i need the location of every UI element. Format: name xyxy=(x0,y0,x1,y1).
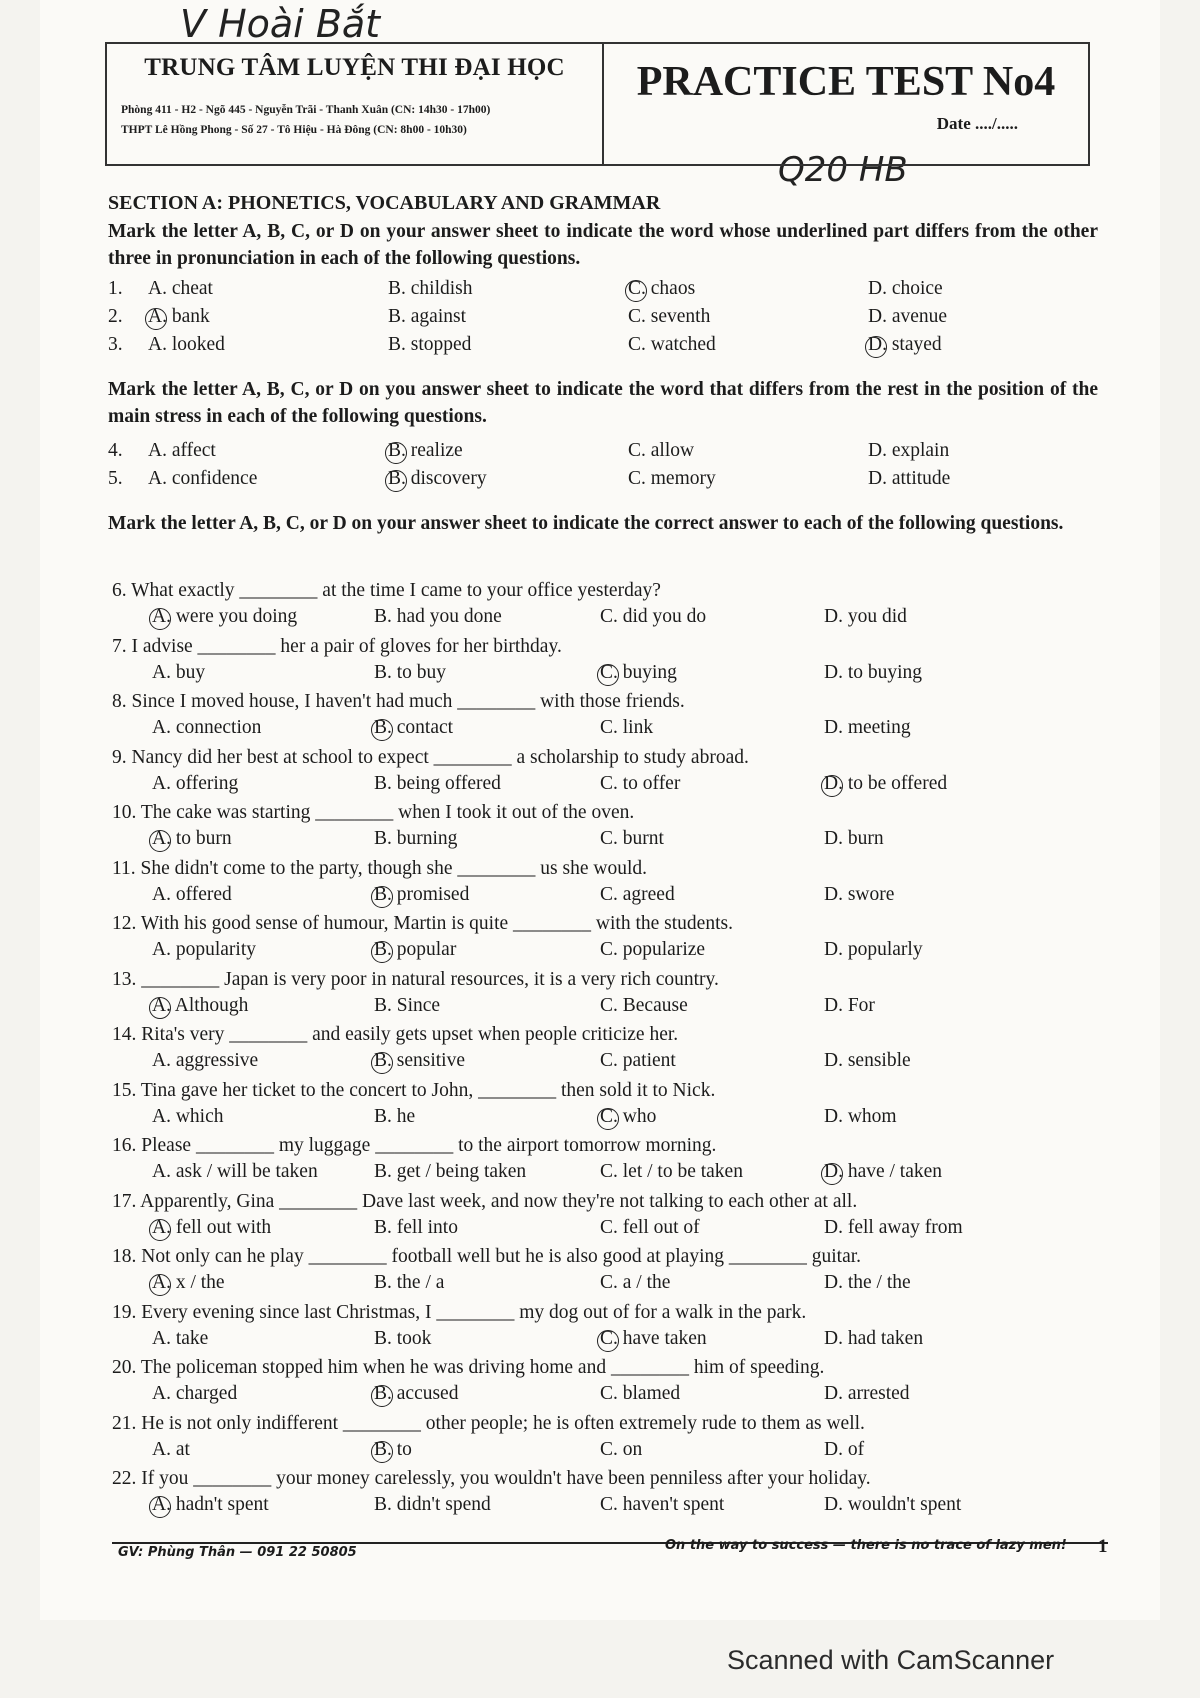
option-b: B. accused xyxy=(374,1383,458,1405)
option-c: C. burnt xyxy=(600,828,664,849)
option-b: B. childish xyxy=(388,278,473,299)
handwritten-name: V Hoài Bắt xyxy=(180,2,381,46)
section-title: SECTION A: PHONETICS, VOCABULARY AND GRAMMAR xyxy=(108,192,661,214)
option-b: B. being offered xyxy=(374,773,501,794)
option-b: B. took xyxy=(374,1328,432,1349)
options-row xyxy=(112,1272,1112,1298)
question-stem: 7. I advise ________ her a pair of gloves for her birthday. xyxy=(112,636,562,657)
option-b: B. sensitive xyxy=(374,1050,465,1072)
option-b: B. promised xyxy=(374,884,469,906)
options-row xyxy=(112,1439,1112,1465)
option-a: A. to burn xyxy=(152,828,232,850)
answer-circle xyxy=(821,1163,843,1185)
option-d: D. had taken xyxy=(824,1328,924,1349)
option-c: C. popularize xyxy=(600,939,706,960)
option-b: B. didn't spend xyxy=(374,1494,491,1515)
option-a: A. connection xyxy=(152,717,262,738)
options-row xyxy=(112,717,1112,743)
option-a: A. ask / will be taken xyxy=(152,1161,318,1182)
option-a: A. aggressive xyxy=(152,1050,259,1071)
options-row xyxy=(112,606,1112,632)
question-stem: 6. What exactly ________ at the time I came to your office yesterday? xyxy=(112,580,661,601)
answer-circle xyxy=(385,470,407,492)
answer-circle xyxy=(149,830,171,852)
question-row xyxy=(108,306,1108,332)
option-b: B. fell into xyxy=(374,1217,458,1238)
option-c: C. to offer xyxy=(600,773,681,794)
option-c: C. allow xyxy=(628,440,695,461)
options-row xyxy=(112,773,1112,799)
option-c: C. patient xyxy=(600,1050,676,1071)
option-a: A. offering xyxy=(152,773,239,794)
option-d: D. stayed xyxy=(868,334,942,356)
option-a: A. offered xyxy=(152,884,232,905)
option-a: A. looked xyxy=(148,334,225,355)
question-stem: 12. With his good sense of humour, Martin is quite ________ with the students. xyxy=(112,913,733,934)
option-c: C. Because xyxy=(600,995,688,1016)
answer-circle xyxy=(597,1330,619,1352)
answer-circle xyxy=(625,280,647,302)
options-row xyxy=(112,1383,1112,1409)
option-d: D. choice xyxy=(868,278,943,299)
option-a: A. affect xyxy=(148,440,216,461)
page-number: 1 xyxy=(1098,1536,1108,1557)
option-d: D. to buying xyxy=(824,662,923,683)
option-c: C. agreed xyxy=(600,884,675,905)
option-d: D. explain xyxy=(868,440,950,461)
options-row xyxy=(112,884,1112,910)
question-row xyxy=(108,468,1108,494)
option-a: A. confidence xyxy=(148,468,258,489)
option-c: C. link xyxy=(600,717,654,738)
options-row xyxy=(112,1161,1112,1187)
question-stem: 14. Rita's very ________ and easily gets upset when people criticize her. xyxy=(112,1024,679,1045)
answer-circle xyxy=(371,1441,393,1463)
option-d: D. meeting xyxy=(824,717,911,738)
question-stem: 11. She didn't come to the party, though she ________ us she would. xyxy=(112,858,648,879)
option-d: D. fell away from xyxy=(824,1217,963,1238)
option-d: D. avenue xyxy=(868,306,948,327)
option-d: D. For xyxy=(824,995,875,1016)
option-a: A. Although xyxy=(152,995,248,1017)
option-a: A. fell out with xyxy=(152,1217,271,1239)
option-a: A. x / the xyxy=(152,1272,225,1294)
teacher-contact: GV: Phùng Thân — 091 22 50805 xyxy=(118,1545,357,1560)
option-c: C. watched xyxy=(628,334,716,355)
option-b: B. had you done xyxy=(374,606,502,627)
answer-circle xyxy=(149,1219,171,1241)
question-number: 1. xyxy=(108,278,123,299)
question-stem: 18. Not only can he play ________ football well but he is also good at playing ________ guitar. xyxy=(112,1246,862,1267)
options-row xyxy=(112,1217,1112,1243)
date-field: Date ..../..... xyxy=(936,114,1018,133)
option-d: D. attitude xyxy=(868,468,951,489)
question-stem: 8. Since I moved house, I haven't had much ________ with those friends. xyxy=(112,691,685,712)
option-c: C. have taken xyxy=(600,1328,707,1350)
option-c: C. haven't spent xyxy=(600,1494,725,1515)
options-row xyxy=(112,1106,1112,1132)
option-b: B. stopped xyxy=(388,334,472,355)
question-stem: 21. He is not only indifferent ________ other people; he is often extremely rude to them as well. xyxy=(112,1413,865,1434)
question-stem: 22. If you ________ your money carelessly, you wouldn't have been penniless after your holiday. xyxy=(112,1468,871,1489)
option-b: B. to xyxy=(374,1439,412,1461)
option-b: B. contact xyxy=(374,717,453,739)
option-a: A. buy xyxy=(152,662,206,683)
answer-circle xyxy=(597,1108,619,1130)
option-d: D. sensible xyxy=(824,1050,911,1071)
option-d: D. burn xyxy=(824,828,884,849)
option-b: B. he xyxy=(374,1106,416,1127)
question-stem: 17. Apparently, Gina ________ Dave last week, and now they're not talking to each other at all. xyxy=(112,1191,858,1212)
option-a: A. charged xyxy=(152,1383,238,1404)
option-b: B. realize xyxy=(388,440,463,462)
question-row xyxy=(108,278,1108,304)
option-b: B. discovery xyxy=(388,468,487,490)
answer-circle xyxy=(149,608,171,630)
option-d: D. popularly xyxy=(824,939,923,960)
option-c: C. fell out of xyxy=(600,1217,700,1238)
options-row xyxy=(112,995,1112,1021)
answer-circle xyxy=(371,719,393,741)
question-stem: 9. Nancy did her best at school to expect ________ a scholarship to study abroad. xyxy=(112,747,749,768)
option-a: A. hadn't spent xyxy=(152,1494,269,1516)
answer-circle xyxy=(371,1385,393,1407)
instruction-pronunciation: Mark the letter A, B, C, or D on your answer sheet to indicate the word whose underlined part differs from the other three in pronunciation in each of the following questions. xyxy=(108,221,1098,269)
option-d: D. to be offered xyxy=(824,773,947,795)
address-line-1: Phòng 411 - H2 - Ngõ 445 - Nguyễn Trãi - Thanh Xuân (CN: 14h30 - 17h00) xyxy=(121,104,491,116)
option-c: C. buying xyxy=(600,662,677,684)
option-a: A. popularity xyxy=(152,939,256,960)
option-c: C. seventh xyxy=(628,306,711,327)
question-row xyxy=(108,440,1108,466)
answer-circle xyxy=(821,775,843,797)
option-b: B. Since xyxy=(374,995,441,1016)
option-a: A. were you doing xyxy=(152,606,297,628)
footer-motto: On the way to success — there is no trace of lazy men! xyxy=(665,1538,1067,1553)
question-stem: 10. The cake was starting ________ when I took it out of the oven. xyxy=(112,802,635,823)
option-d: D. have / taken xyxy=(824,1161,942,1183)
address-line-2: THPT Lê Hồng Phong - Số 27 - Tô Hiệu - Hà Đông (CN: 8h00 - 10h30) xyxy=(121,124,467,136)
answer-circle xyxy=(145,308,167,330)
options-row xyxy=(112,1494,1112,1520)
question-stem: 19. Every evening since last Christmas, I ________ my dog out of for a walk in the park. xyxy=(112,1302,807,1323)
option-c: C. blamed xyxy=(600,1383,681,1404)
instruction-stress: Mark the letter A, B, C, or D on you answer sheet to indicate the word that differs from the rest in the position of the main stress in each of the following questions. xyxy=(108,379,1098,427)
center-name: TRUNG TÂM LUYỆN THI ĐẠI HỌC xyxy=(144,54,565,81)
handwritten-score: Q20 HB xyxy=(778,150,908,190)
question-row xyxy=(108,334,1108,360)
question-stem: 15. Tina gave her ticket to the concert to John, ________ then sold it to Nick. xyxy=(112,1080,716,1101)
answer-circle xyxy=(597,664,619,686)
option-b: B. burning xyxy=(374,828,458,849)
options-row xyxy=(112,1328,1112,1354)
option-d: D. swore xyxy=(824,884,895,905)
option-c: C. memory xyxy=(628,468,716,489)
options-row xyxy=(112,662,1112,688)
option-b: B. popular xyxy=(374,939,456,961)
options-row xyxy=(112,828,1112,854)
answer-circle xyxy=(149,1274,171,1296)
answer-circle xyxy=(385,442,407,464)
option-a: A. at xyxy=(152,1439,190,1460)
option-b: B. the / a xyxy=(374,1272,445,1293)
answer-circle xyxy=(371,886,393,908)
question-stem: 16. Please ________ my luggage ________ to the airport tomorrow morning. xyxy=(112,1135,717,1156)
center-info xyxy=(107,44,604,164)
question-stem: 13. ________ Japan is very poor in natural resources, it is a very rich country. xyxy=(112,969,719,990)
option-c: C. chaos xyxy=(628,278,695,300)
question-number: 5. xyxy=(108,468,123,489)
answer-circle xyxy=(371,941,393,963)
option-d: D. arrested xyxy=(824,1383,910,1404)
test-title: PRACTICE TEST No4 xyxy=(636,59,1056,105)
header-box xyxy=(105,42,1090,166)
answer-circle xyxy=(865,336,887,358)
question-number: 4. xyxy=(108,440,123,461)
option-d: D. wouldn't spent xyxy=(824,1494,962,1515)
option-a: A. which xyxy=(152,1106,224,1127)
answer-circle xyxy=(371,1052,393,1074)
option-d: D. you did xyxy=(824,606,907,627)
option-b: B. get / being taken xyxy=(374,1161,527,1182)
question-stem: 20. The policeman stopped him when he was driving home and ________ him of speeding. xyxy=(112,1357,825,1378)
option-d: D. whom xyxy=(824,1106,897,1127)
option-c: C. let / to be taken xyxy=(600,1161,743,1182)
option-b: B. to buy xyxy=(374,662,447,683)
question-number: 3. xyxy=(108,334,123,355)
option-b: B. against xyxy=(388,306,466,327)
question-number: 2. xyxy=(108,306,123,327)
option-d: D. of xyxy=(824,1439,865,1460)
answer-circle xyxy=(149,1496,171,1518)
options-row xyxy=(112,1050,1112,1076)
options-row xyxy=(112,939,1112,965)
option-c: C. who xyxy=(600,1106,656,1128)
option-c: C. on xyxy=(600,1439,643,1460)
option-c: C. a / the xyxy=(600,1272,671,1293)
option-a: A. bank xyxy=(148,306,210,328)
option-d: D. the / the xyxy=(824,1272,911,1293)
scanner-watermark: Scanned with CamScanner xyxy=(727,1645,1055,1675)
option-a: A. cheat xyxy=(148,278,213,299)
answer-circle xyxy=(149,997,171,1019)
option-a: A. take xyxy=(152,1328,209,1349)
option-c: C. did you do xyxy=(600,606,707,627)
instruction-grammar: Mark the letter A, B, C, or D on your answer sheet to indicate the correct answer to each of the following questions. xyxy=(108,513,1064,534)
